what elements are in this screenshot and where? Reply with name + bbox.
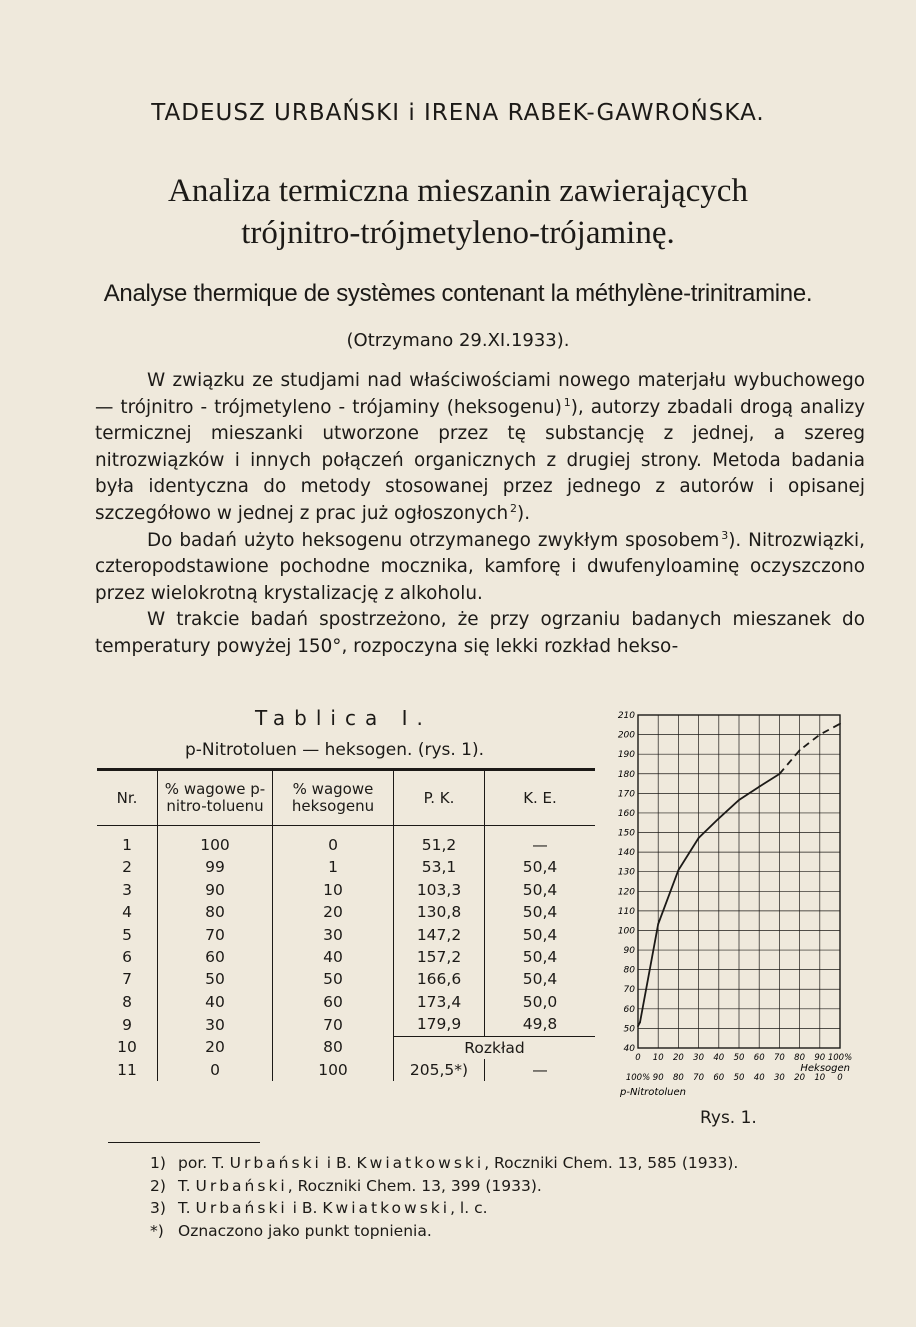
chart-grid [638,715,840,1048]
paragraph-1: W związku ze studjami nad właściwościami nowego materjału wybuchowego — trójnitro - trójmetyleno - trójaminy (heksogenu) $^1$), autorzy zbadali drogą analizy termicznej mieszanki utworzone przez tę substancję z jednej, a szereg nitrozwiązków i innych połączeń organicznych z drugiej strony. Metoda badania była identyczna do metody stosowanej przez jednego z autorów i opisanej szczegółowo w jednej z prac już ogłoszonych $^2$). [95,370,865,524]
footnote-ref: 3 [721,528,729,542]
x-tick-label-top: 0 [635,1053,641,1063]
article-title [0,170,916,254]
y-tick-label: 50 [623,1024,635,1035]
x-tick-label-bottom: 0 [837,1073,843,1083]
chart-x-ticks-top [635,1053,852,1063]
y-tick-label: 100 [617,926,635,937]
series-line [638,774,779,1026]
french-subtitle: Analyse thermique de systèmes contenant la méthylène-trinitramine. [103,280,813,307]
x-tick-label-bottom: 90 [652,1073,664,1083]
data-point [819,734,821,736]
y-tick-label: 170 [617,789,635,800]
phase-diagram-chart [600,700,875,1100]
table-row: 5 70 30 147,2 50,4 [97,924,595,946]
y-tick-label: 140 [617,848,635,859]
series-line [779,724,840,774]
x-tick-label-bottom: 70 [693,1073,705,1083]
y-tick-label: 200 [617,730,635,741]
chart-x-label-top: Heksogen [800,1063,850,1074]
data-point [678,869,680,871]
x-tick-label-bottom: 80 [672,1073,684,1083]
y-tick-label: 180 [617,769,635,780]
y-tick-label: 190 [617,750,635,761]
footnote-3: 3) T. Urbański i B. Kwiatkowski, l. c. [150,1199,488,1217]
table-row: 4 80 20 130,8 50,4 [97,901,595,923]
title-line-2: trójnitro-trójmetyleno-trójaminę. [241,215,675,251]
col-header: Nr. [97,770,158,826]
x-tick-label-bottom: 100% [625,1073,651,1083]
x-tick-label-top: 100% [827,1053,853,1063]
x-tick-label-top: 60 [753,1053,765,1063]
data-table [97,768,595,1081]
y-tick-label: 130 [617,867,635,878]
table-row: 1 100 0 51,2 — [97,826,595,857]
x-tick-label-top: 70 [773,1053,785,1063]
data-point [799,749,801,751]
figure-caption: Rys. 1. [700,1108,757,1128]
table-row: 8 40 60 173,4 50,0 [97,991,595,1013]
x-tick-label-top: 40 [713,1053,725,1063]
x-tick-label-top: 20 [672,1053,684,1063]
x-tick-label-bottom: 10 [814,1073,826,1083]
col-header: % wagowe heksogenu [273,770,394,826]
x-tick-label-bottom: 30 [773,1073,785,1083]
x-tick-label-top: 80 [794,1053,806,1063]
paragraph-2: Do badań użyto heksogenu otrzymanego zwykłym sposobem $^3$). Nitrozwiązki, czteropodstawione pochodne mocznika, kamforę i dwufenyloaminę oczyszczono przez wielokrotną krystalizację z alkoholu. [95,528,865,604]
table-row: 2 99 1 53,1 50,4 [97,856,595,878]
data-point [738,799,740,801]
footnote-ref: 2 [510,501,518,515]
y-tick-label: 40 [623,1044,635,1054]
x-tick-label-top: 90 [814,1053,826,1063]
table-subtitle: p-Nitrotoluen — heksogen. (rys. 1). [185,740,485,760]
received-date: (Otrzymano 29.XI.1933). [346,330,570,351]
y-tick-label: 60 [623,1004,635,1015]
y-tick-label: 150 [617,828,635,839]
footnotes [150,1152,738,1242]
data-point [839,723,841,725]
title-line-1: Analiza termiczna mieszanin zawierających [168,173,748,209]
y-tick-label: 110 [617,906,635,917]
footnote-divider [108,1142,260,1143]
decomposition-label: Rozkład [394,1036,596,1059]
x-tick-label-bottom: 50 [733,1073,745,1083]
x-tick-label-top: 50 [733,1053,745,1063]
running-header: TADEUSZ URBAŃSKI i IRENA RABEK-GAWROŃSKA. [151,100,765,126]
data-point [758,786,760,788]
data-point [779,773,781,775]
y-tick-label: 70 [623,985,635,996]
x-tick-label-top: 10 [652,1053,664,1063]
col-header: P. K. [394,770,485,826]
article-body [95,368,865,661]
table-row: 3 90 10 103,3 50,4 [97,879,595,901]
table-title: Tablica I. [255,706,432,730]
table-row: 7 50 50 166,6 50,4 [97,968,595,990]
footnote-2: 2) T. Urbański, Roczniki Chem. 13, 399 (1933). [150,1176,542,1195]
table-row: 10 20 80 Rozkład [97,1036,595,1059]
x-tick-label-bottom: 40 [753,1073,765,1083]
chart-x-label-bottom: p-Nitrotoluen [620,1087,687,1098]
col-header: % wagowe p-nitro-toluenu [158,770,273,826]
y-tick-label: 160 [617,808,635,819]
table-row: 9 30 70 179,9 49,8 [97,1013,595,1036]
table-row: 6 60 40 157,2 50,4 [97,946,595,968]
footnote-4: *) Oznaczono jako punkt topnienia. [150,1221,432,1240]
y-tick-label: 80 [623,965,635,976]
data-point [639,1021,641,1023]
data-point [657,923,659,925]
paragraph-3: W trakcie badań spostrzeżono, że przy ogrzaniu badanych mieszanek do temperatury powyżej 150°, rozpoczyna się lekki rozkład hekso- [95,609,865,657]
table-row: 11 0 100 205,5*) — [97,1059,595,1081]
data-point [718,818,720,820]
y-tick-label: 90 [623,946,635,957]
x-tick-label-top: 30 [693,1053,705,1063]
x-tick-label-bottom: 20 [794,1073,806,1083]
footnote-ref: 1 [563,395,571,409]
y-tick-label: 210 [617,711,635,721]
data-point [698,837,700,839]
col-header: K. E. [485,770,596,826]
chart-x-ticks-bottom [626,1073,843,1083]
y-tick-label: 120 [617,887,635,898]
data-point [637,1025,639,1027]
chart-y-ticks [618,711,635,1054]
x-tick-label-bottom: 60 [713,1073,725,1083]
footnote-1: 1) por. T. Urbański i B. Kwiatkowski, Roczniki Chem. 13, 585 (1933). [150,1154,739,1172]
